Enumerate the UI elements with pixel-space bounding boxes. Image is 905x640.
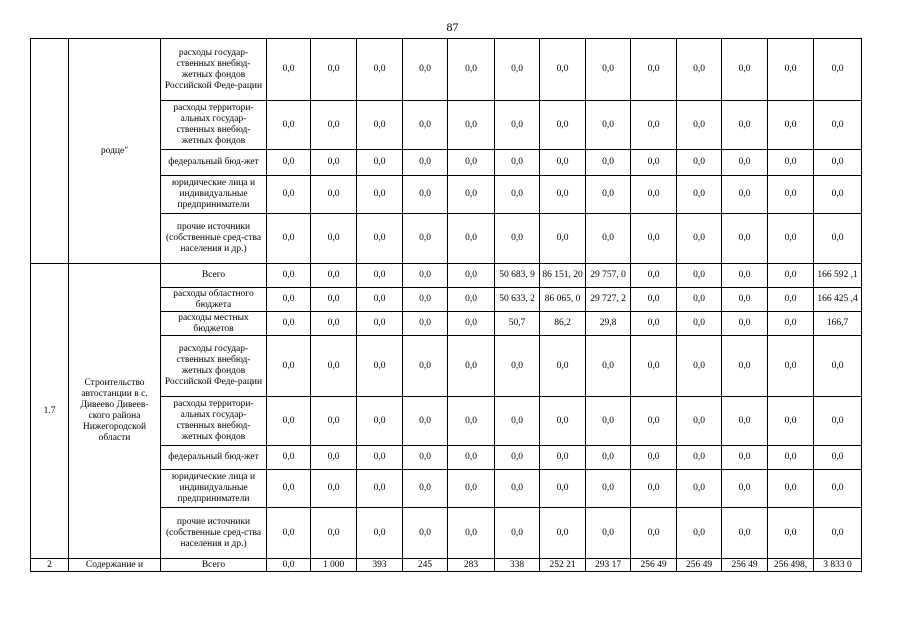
value-cell: 0,0 [311, 508, 357, 559]
value-cell: 252 21 [540, 559, 586, 572]
value-cell: 0,0 [540, 446, 586, 470]
value-cell: 0,0 [403, 312, 448, 336]
value-cell: 0,0 [448, 397, 495, 446]
value-cell: 0,0 [448, 264, 495, 288]
funding-source: юридические лица и индивидуальные предприниматели [161, 176, 267, 214]
value-cell: 0,0 [677, 101, 722, 150]
value-cell: 0,0 [677, 150, 722, 176]
value-cell: 0,0 [540, 470, 586, 508]
value-cell: 0,0 [448, 336, 495, 397]
value-cell: 0,0 [403, 150, 448, 176]
value-cell: 0,0 [403, 446, 448, 470]
value-cell: 0,0 [495, 214, 540, 264]
value-cell: 0,0 [722, 397, 768, 446]
value-cell: 0,0 [357, 288, 403, 312]
value-cell: 0,0 [722, 101, 768, 150]
value-cell: 0,0 [403, 176, 448, 214]
value-cell: 0,0 [495, 470, 540, 508]
value-cell: 0,0 [403, 39, 448, 101]
value-cell: 0,0 [768, 446, 814, 470]
value-cell: 0,0 [540, 214, 586, 264]
funding-source: расходы местных бюджетов [161, 312, 267, 336]
row-number: 1.7 [31, 264, 69, 559]
table-body [31, 39, 862, 572]
value-cell: 0,0 [586, 508, 631, 559]
value-cell: 0,0 [448, 508, 495, 559]
value-cell: 0,0 [495, 101, 540, 150]
value-cell: 0,0 [448, 176, 495, 214]
value-cell: 0,0 [631, 446, 677, 470]
value-cell: 393 [357, 559, 403, 572]
value-cell: 0,0 [586, 176, 631, 214]
value-cell: 0,0 [311, 150, 357, 176]
value-cell: 0,0 [311, 312, 357, 336]
value-cell: 0,0 [768, 312, 814, 336]
value-cell: 0,0 [267, 312, 311, 336]
table-row [31, 39, 862, 101]
value-cell: 0,0 [403, 508, 448, 559]
value-cell: 0,0 [631, 176, 677, 214]
value-cell: 0,0 [677, 214, 722, 264]
value-cell: 86 151, 20 [540, 264, 586, 288]
value-cell: 245 [403, 559, 448, 572]
value-cell: 0,0 [586, 336, 631, 397]
value-cell: 293 17 [586, 559, 631, 572]
funding-source: расходы территори-альных государ-ственных внебюд-жетных фондов [161, 101, 267, 150]
value-cell: 256 49 [722, 559, 768, 572]
event-name: Содержание и [69, 559, 161, 572]
value-cell: 0,0 [267, 336, 311, 397]
value-cell: 0,0 [267, 397, 311, 446]
value-cell: 0,0 [722, 470, 768, 508]
value-cell: 0,0 [631, 312, 677, 336]
value-cell: 0,0 [677, 336, 722, 397]
value-cell: 0,0 [586, 446, 631, 470]
value-cell: 0,0 [403, 336, 448, 397]
value-cell: 0,0 [448, 312, 495, 336]
value-cell: 0,0 [677, 288, 722, 312]
value-cell: 0,0 [357, 336, 403, 397]
funding-source: федеральный бюд-жет [161, 446, 267, 470]
value-cell: 0,0 [631, 39, 677, 101]
value-cell: 0,0 [722, 39, 768, 101]
value-cell: 256 49 [631, 559, 677, 572]
value-cell: 0,0 [448, 150, 495, 176]
value-cell: 0,0 [540, 39, 586, 101]
value-cell: 0,0 [722, 288, 768, 312]
value-cell: 0,0 [267, 176, 311, 214]
funding-source: Всего [161, 264, 267, 288]
value-cell: 0,0 [495, 150, 540, 176]
value-cell: 0,0 [311, 214, 357, 264]
value-cell: 0,0 [768, 397, 814, 446]
value-cell: 0,0 [357, 39, 403, 101]
value-cell: 0,0 [495, 176, 540, 214]
value-cell: 0,0 [311, 101, 357, 150]
row-number: 2 [31, 559, 69, 572]
value-cell: 0,0 [495, 397, 540, 446]
value-cell: 0,0 [677, 446, 722, 470]
value-cell: 0,0 [540, 176, 586, 214]
value-cell: 0,0 [267, 101, 311, 150]
value-cell: 0,0 [448, 214, 495, 264]
value-cell: 0,0 [267, 559, 311, 572]
value-cell: 0,0 [631, 336, 677, 397]
value-cell: 50 633, 2 [495, 288, 540, 312]
funding-source: расходы территори-альных государ-ственных внебюд-жетных фондов [161, 397, 267, 446]
value-cell: 0,0 [267, 264, 311, 288]
value-cell: 0,0 [722, 176, 768, 214]
value-cell: 0,0 [403, 397, 448, 446]
value-cell: 0,0 [357, 101, 403, 150]
value-cell: 0,0 [677, 397, 722, 446]
value-cell: 0,0 [357, 446, 403, 470]
value-cell: 0,0 [722, 264, 768, 288]
value-cell: 0,0 [403, 214, 448, 264]
value-cell: 0,0 [814, 150, 862, 176]
value-cell: 0,0 [540, 508, 586, 559]
value-cell: 0,0 [768, 336, 814, 397]
value-cell: 0,0 [267, 150, 311, 176]
value-cell: 0,0 [540, 397, 586, 446]
value-cell: 50 683, 9 [495, 264, 540, 288]
value-cell: 0,0 [403, 264, 448, 288]
funding-source: федеральный бюд-жет [161, 150, 267, 176]
value-cell: 0,0 [586, 101, 631, 150]
value-cell: 0,0 [357, 470, 403, 508]
value-cell: 0,0 [677, 264, 722, 288]
value-cell: 256 49 [677, 559, 722, 572]
value-cell: 0,0 [677, 176, 722, 214]
value-cell: 0,0 [311, 264, 357, 288]
value-cell: 338 [495, 559, 540, 572]
value-cell: 0,0 [448, 101, 495, 150]
value-cell: 0,0 [267, 288, 311, 312]
value-cell: 0,0 [357, 397, 403, 446]
value-cell: 0,0 [722, 214, 768, 264]
value-cell: 29,8 [586, 312, 631, 336]
funding-source: расходы государ-ственных внебюд-жетных фондов Российской Феде-рации [161, 336, 267, 397]
value-cell: 0,0 [357, 264, 403, 288]
value-cell: 0,0 [814, 336, 862, 397]
value-cell: 0,0 [448, 288, 495, 312]
funding-source: прочие источники (собственные сред-ства населения и др.) [161, 508, 267, 559]
value-cell: 0,0 [722, 336, 768, 397]
value-cell: 0,0 [631, 470, 677, 508]
value-cell: 0,0 [814, 176, 862, 214]
value-cell: 0,0 [586, 150, 631, 176]
value-cell: 0,0 [814, 397, 862, 446]
value-cell: 0,0 [448, 470, 495, 508]
value-cell: 29 757, 0 [586, 264, 631, 288]
value-cell: 0,0 [311, 336, 357, 397]
funding-source: расходы государ-ственных внебюд-жетных фондов Российской Феде-рации [161, 39, 267, 101]
value-cell: 0,0 [267, 508, 311, 559]
value-cell: 283 [448, 559, 495, 572]
value-cell: 0,0 [722, 446, 768, 470]
value-cell: 0,0 [448, 39, 495, 101]
value-cell: 0,0 [631, 397, 677, 446]
value-cell: 0,0 [768, 288, 814, 312]
value-cell: 0,0 [631, 214, 677, 264]
value-cell: 0,0 [586, 470, 631, 508]
value-cell: 0,0 [311, 288, 357, 312]
table-row [31, 264, 862, 288]
table-row [31, 559, 862, 572]
value-cell: 166 592 ,1 [814, 264, 862, 288]
value-cell: 0,0 [631, 288, 677, 312]
value-cell: 0,0 [586, 39, 631, 101]
value-cell: 0,0 [495, 446, 540, 470]
value-cell: 0,0 [357, 312, 403, 336]
value-cell: 0,0 [311, 446, 357, 470]
value-cell: 3 833 0 [814, 559, 862, 572]
value-cell: 0,0 [768, 214, 814, 264]
event-name: родце" [69, 39, 161, 264]
value-cell: 256 498, [768, 559, 814, 572]
value-cell: 0,0 [814, 470, 862, 508]
value-cell: 0,0 [267, 446, 311, 470]
value-cell: 0,0 [631, 150, 677, 176]
value-cell: 0,0 [768, 101, 814, 150]
value-cell: 0,0 [814, 39, 862, 101]
value-cell: 0,0 [357, 508, 403, 559]
value-cell: 0,0 [677, 39, 722, 101]
value-cell: 0,0 [448, 446, 495, 470]
value-cell: 0,0 [814, 446, 862, 470]
value-cell: 0,0 [677, 508, 722, 559]
value-cell: 0,0 [768, 39, 814, 101]
value-cell: 86,2 [540, 312, 586, 336]
funding-source: Всего [161, 559, 267, 572]
funding-source: юридические лица и индивидуальные предприниматели [161, 470, 267, 508]
value-cell: 0,0 [311, 397, 357, 446]
value-cell: 0,0 [631, 264, 677, 288]
value-cell: 0,0 [722, 508, 768, 559]
value-cell: 0,0 [814, 101, 862, 150]
value-cell: 0,0 [586, 397, 631, 446]
value-cell: 0,0 [677, 470, 722, 508]
value-cell: 0,0 [357, 214, 403, 264]
value-cell: 0,0 [814, 508, 862, 559]
value-cell: 0,0 [311, 39, 357, 101]
value-cell: 0,0 [311, 176, 357, 214]
value-cell: 0,0 [540, 150, 586, 176]
value-cell: 50,7 [495, 312, 540, 336]
value-cell: 0,0 [631, 101, 677, 150]
value-cell: 0,0 [768, 264, 814, 288]
value-cell: 0,0 [722, 312, 768, 336]
value-cell: 0,0 [495, 508, 540, 559]
value-cell: 0,0 [403, 101, 448, 150]
value-cell: 0,0 [677, 312, 722, 336]
value-cell: 0,0 [311, 470, 357, 508]
value-cell: 166 425 ,4 [814, 288, 862, 312]
value-cell: 166,7 [814, 312, 862, 336]
value-cell: 86 065, 0 [540, 288, 586, 312]
funding-source: прочие источники (собственные сред-ства населения и др.) [161, 214, 267, 264]
value-cell: 0,0 [495, 336, 540, 397]
row-number [31, 39, 69, 264]
value-cell: 0,0 [722, 150, 768, 176]
value-cell: 0,0 [540, 101, 586, 150]
value-cell: 0,0 [403, 288, 448, 312]
event-name: Строительство автостанции в с. Дивеево Дивеев-ского района Нижегородской области [69, 264, 161, 559]
value-cell: 0,0 [768, 470, 814, 508]
value-cell: 29 727, 2 [586, 288, 631, 312]
value-cell: 0,0 [267, 470, 311, 508]
value-cell: 0,0 [631, 508, 677, 559]
value-cell: 1 000 [311, 559, 357, 572]
value-cell: 0,0 [357, 150, 403, 176]
value-cell: 0,0 [267, 39, 311, 101]
value-cell: 0,0 [267, 214, 311, 264]
page-number: 87 [446, 20, 459, 34]
value-cell: 0,0 [357, 176, 403, 214]
value-cell: 0,0 [540, 336, 586, 397]
value-cell: 0,0 [768, 508, 814, 559]
budget-table [30, 38, 862, 572]
value-cell: 0,0 [768, 176, 814, 214]
value-cell: 0,0 [403, 470, 448, 508]
value-cell: 0,0 [586, 214, 631, 264]
value-cell: 0,0 [495, 39, 540, 101]
value-cell: 0,0 [814, 214, 862, 264]
funding-source: расходы областного бюджета [161, 288, 267, 312]
value-cell: 0,0 [768, 150, 814, 176]
